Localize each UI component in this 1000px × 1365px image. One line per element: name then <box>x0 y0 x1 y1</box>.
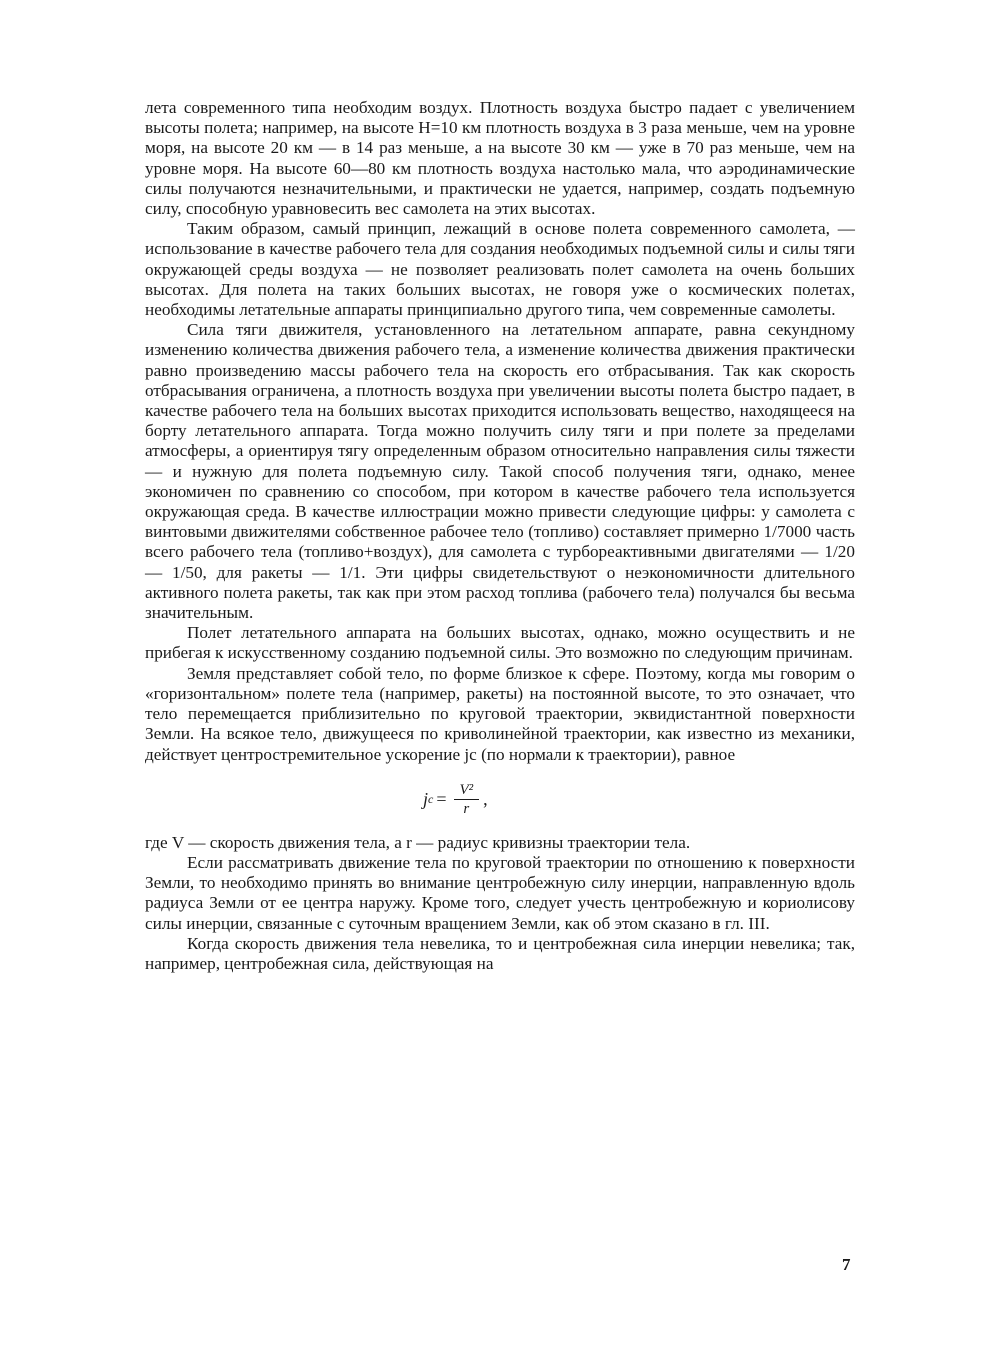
paragraph-7: Если рассматривать движение тела по круговой траектории по отношению к поверхности Земли, то необходимо принять во внимание центробежную силу инерции, направленную вдоль радиуса Земли от ее центра наружу. Кроме того, следует учесть центробежную и кориолисову силы инерции, связанные с суточным вращением Земли, как об этом сказано в гл. III. <box>145 852 855 933</box>
paragraph-5: Земля представляет собой тело, по форме близкое к сфере. Поэтому, когда мы говорим о «горизонтальном» полете тела (например, ракеты) на постоянной высоте, то это означает, что тело перемещается приблизительно по круговой траектории, эквидистантной поверхности Земли. На всякое тело, движущееся по криволинейной траектории, как известно из механики, действует центростремительное ускорение jc (по нормали к траектории), равное <box>145 663 855 764</box>
formula-equals: = <box>436 789 447 810</box>
centripetal-acceleration-formula <box>145 765 855 833</box>
formula-lhs: j <box>423 789 429 810</box>
body-text <box>145 98 855 974</box>
paragraph-2: Таким образом, самый принцип, лежащий в основе полета современного самолета, — использование в качестве рабочего тела для создания необходимых подъемной силы и силы тяги окружающей среды воздуха — не позволяет реализовать полет самолета на очень больших высотах. Для полета на таких больших высотах, не говоря уже о космических полетах, необходимы летательные аппараты принципиально другого типа, чем современные самолеты. <box>145 219 855 320</box>
paragraph-8: Когда скорость движения тела невелика, то и центробежная сила инерции невелика; так, например, центробежная сила, действующая на <box>145 933 855 973</box>
paragraph-6: где V — скорость движения тела, а r — радиус кривизны траектории тела. <box>145 832 691 852</box>
paragraph-1: лета современного типа необходим воздух. Плотность воздуха быстро падает с увеличением высоты полета; например, на высоте H=10 км плотность воздуха в 3 раза меньше, чем на уровне моря, на высоте 20 км — в 14 раз меньше, а на высоте 30 км — уже в 70 раз меньше, чем на уровне моря. На высоте 60—80 км плотность воздуха настолько мала, что аэродинамические силы получаются незначительными, и практически не удается, например, создать подъемную силу, способную уравновесить вес самолета на этих высотах. <box>145 98 855 219</box>
formula-numerator: V² <box>454 781 480 800</box>
formula-lhs-subscript: c <box>428 792 434 807</box>
formula-fraction <box>454 781 480 818</box>
formula-denominator: r <box>463 800 470 817</box>
page-number: 7 <box>842 1255 851 1274</box>
paragraph-4: Полет летательного аппарата на больших высотах, однако, можно осуществить и не прибегая к искусственному созданию подъемной силы. Это возможно по следующим причинам. <box>145 623 855 663</box>
formula-trailing-comma: , <box>483 789 488 810</box>
paragraph-3: Сила тяги движителя, установленного на летательном аппарате, равна секундному изменению количества движения рабочего тела, а изменение количества движения практически равно произведению массы рабочего тела на скорость его отбрасывания. Так как скорость отбрасывания ограничена, а плотность воздуха при увеличении высоты полета быстро падает, в качестве рабочего тела на больших высотах приходится использовать вещество, находящееся на борту летательного аппарата. Тогда можно получить силу тяги и при полете за пределами атмосферы, а ориентируя тягу определенным образом относительно направления силы тяжести — и нужную для полета подъемную силу. Такой способ получения тяги, однако, менее экономичен по сравнению со способом, при котором в качестве рабочего тела используется окружающая среда. В качестве иллюстрации можно привести следующие цифры: у самолета с винтовыми движителями собственное рабочее тело (топливо) составляет примерно 1/7000 часть всего рабочего тела (топливо+воздух), для самолета с турбореактивными двигателями — 1/20 — 1/50, для ракеты — 1/1. Эти цифры свидетельствуют о неэкономичности длительного активного полета ракеты, так как при этом расход топлива (рабочего тела) получался бы весьма значительным. <box>145 320 855 623</box>
